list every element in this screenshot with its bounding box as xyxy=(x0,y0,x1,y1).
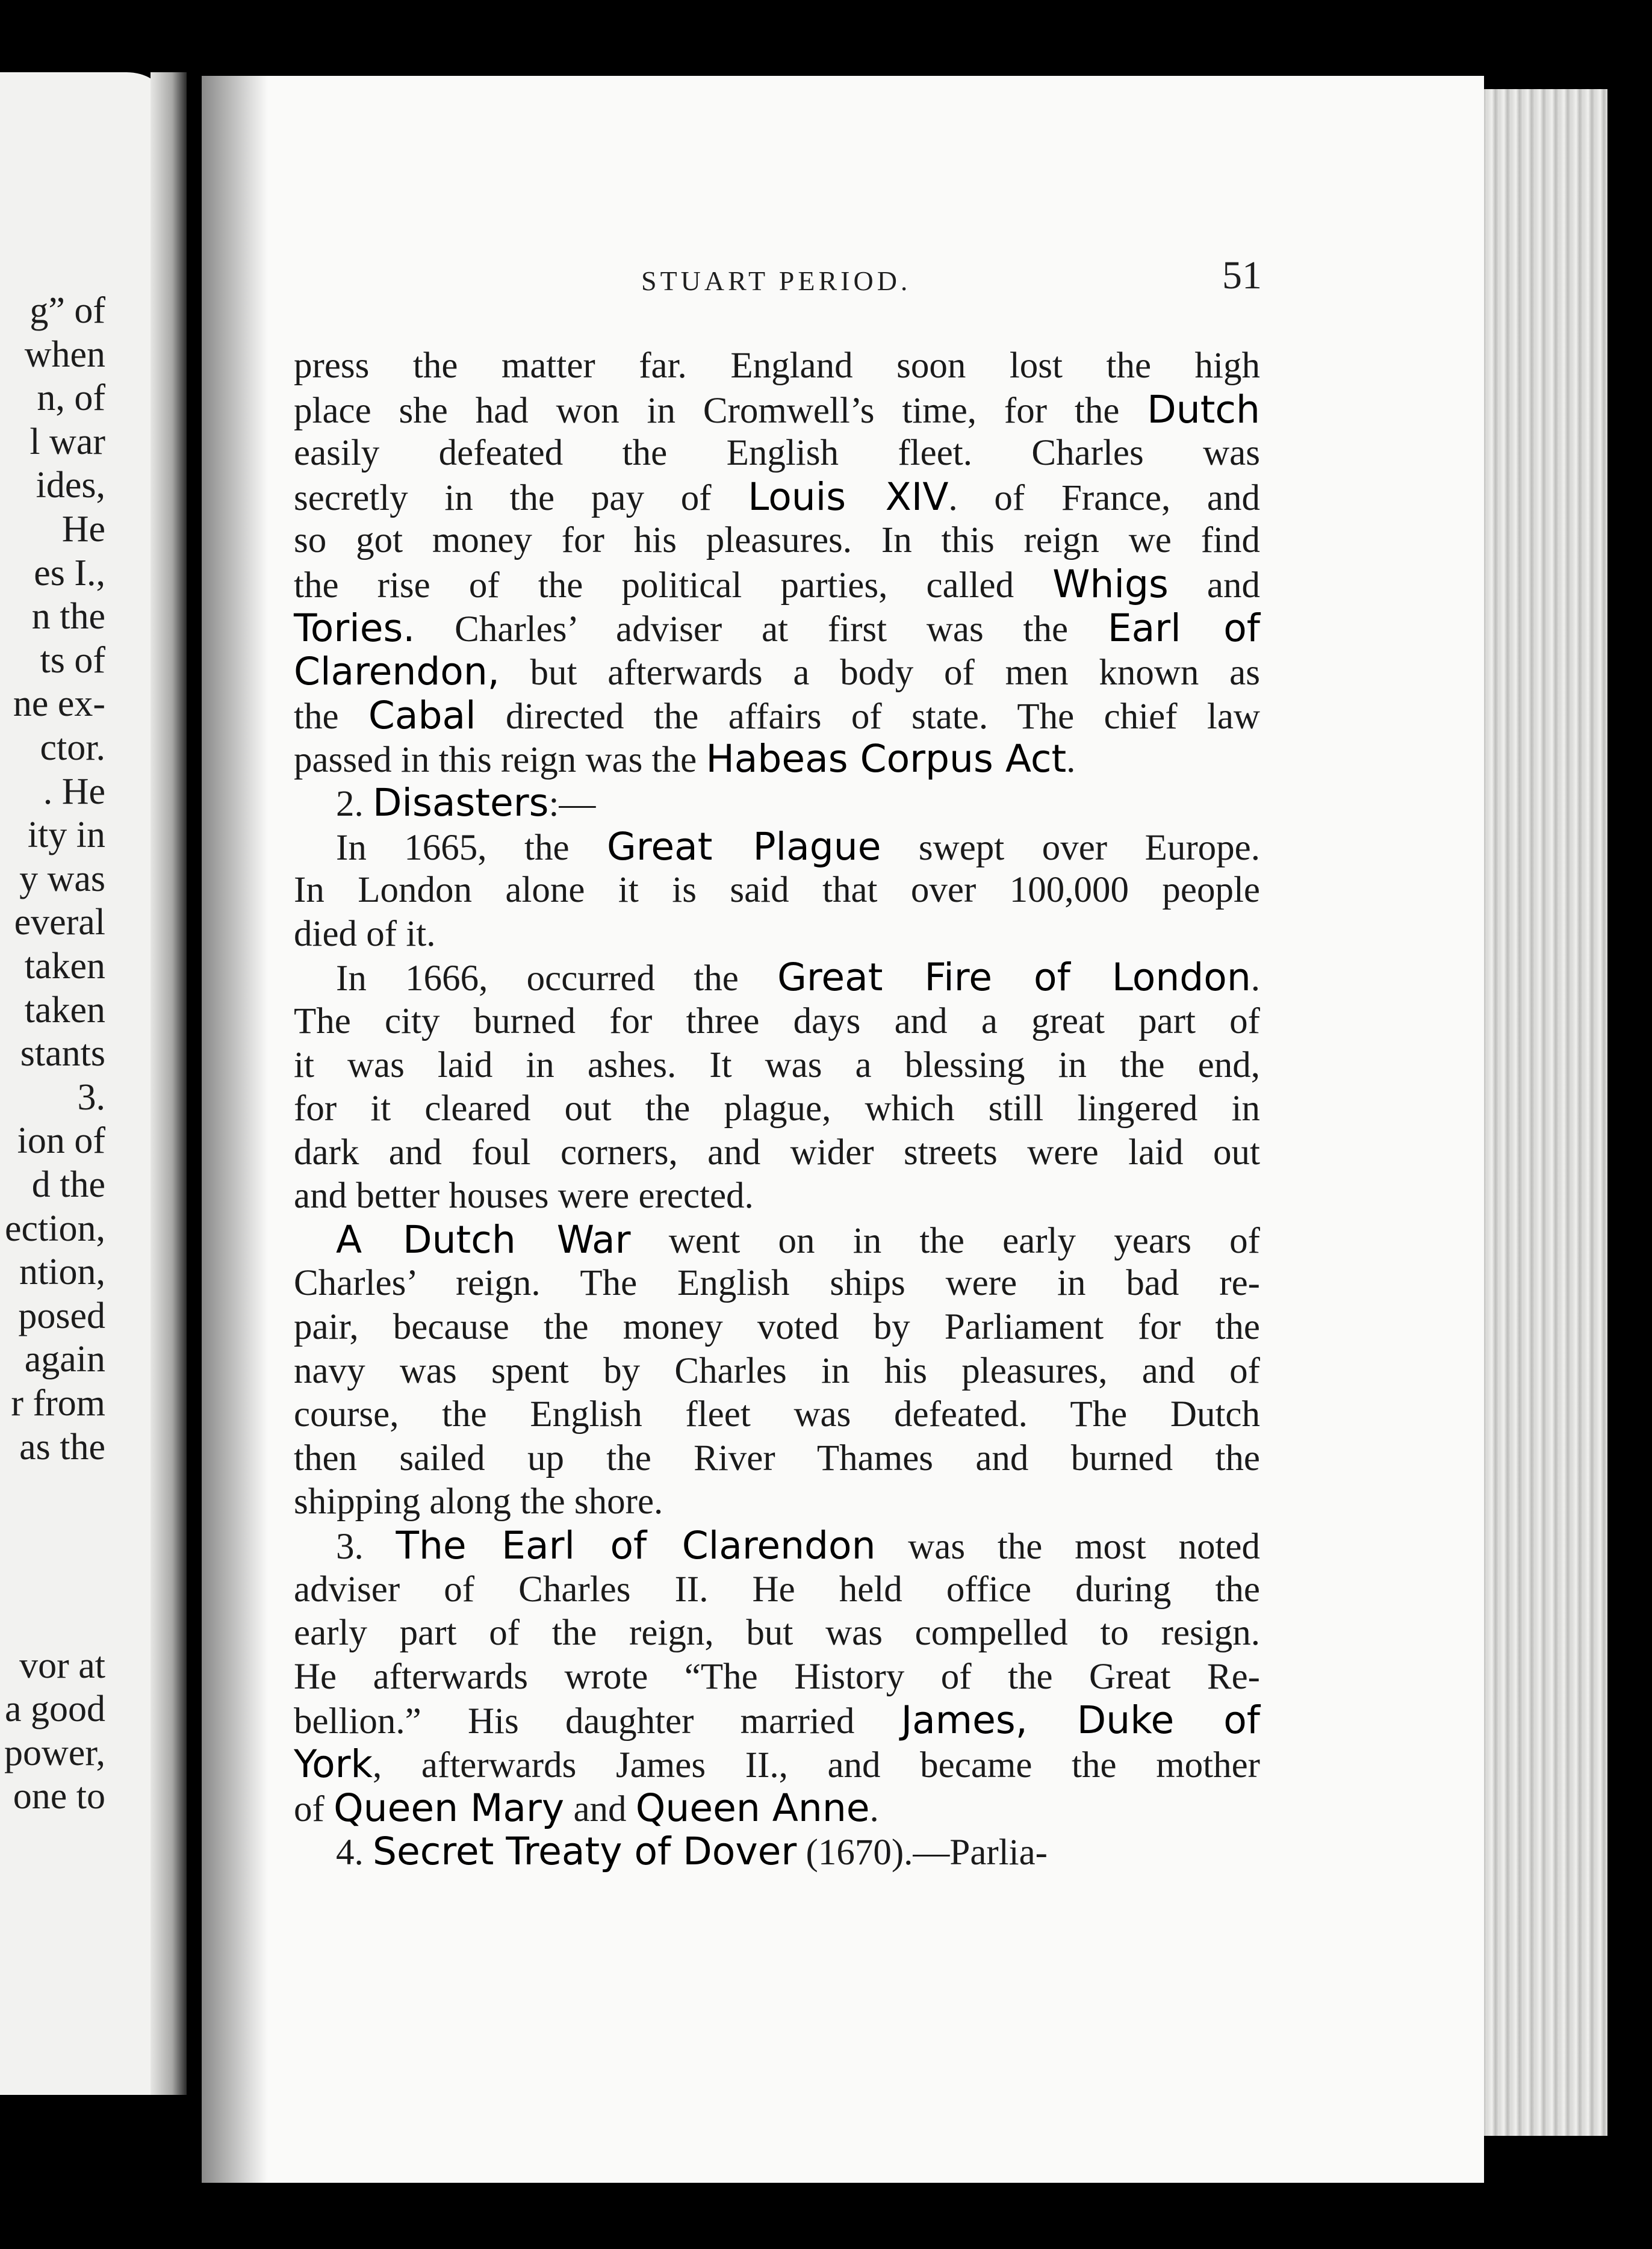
left-page-line: power, xyxy=(4,1732,105,1773)
text-run: shipping along the shore. xyxy=(294,1481,663,1522)
left-page-line: taken xyxy=(24,946,105,987)
text-run: and xyxy=(564,1788,636,1829)
text-run: , afterwards James II., and became the mother xyxy=(373,1745,1260,1785)
left-page-line: everal xyxy=(14,902,105,943)
text-run: . xyxy=(1066,740,1076,781)
text-run: went on in the early years of xyxy=(630,1220,1260,1261)
text-run: died of it. xyxy=(294,913,436,954)
text-run: The city burned for three days and a great part of xyxy=(294,1000,1260,1041)
text-run: it was laid in ashes. It was a blessing in the end, xyxy=(294,1044,1260,1085)
text-line xyxy=(294,1044,1260,1088)
text-line xyxy=(294,650,1260,694)
text-run: course, the English fleet was defeated. The Dutch xyxy=(294,1394,1260,1435)
book-gutter xyxy=(151,72,187,2095)
text-run: In 1666, occurred the xyxy=(336,958,778,999)
text-run: He afterwards wrote “The History of the Great Re- xyxy=(294,1656,1260,1697)
text-line xyxy=(294,913,1260,957)
text-line xyxy=(294,519,1260,563)
text-line xyxy=(294,1218,1260,1262)
bold-term: York xyxy=(294,1742,373,1786)
text-run: passed in this reign was the xyxy=(294,740,706,781)
text-run: (1670).—Parlia- xyxy=(796,1832,1048,1873)
text-line xyxy=(294,1699,1260,1743)
left-page xyxy=(0,72,163,2095)
bold-term: Earl of xyxy=(1107,606,1260,650)
text-line xyxy=(294,1350,1260,1394)
bold-term: James, Duke of xyxy=(901,1698,1260,1743)
bold-term: Habeas Corpus Act xyxy=(706,737,1067,781)
text-line xyxy=(294,1437,1260,1481)
text-run: and xyxy=(1168,565,1260,606)
text-line xyxy=(294,432,1260,476)
text-line xyxy=(294,1787,1260,1831)
text-run: place she had won in Cromwell’s time, for the xyxy=(294,390,1147,431)
text-line xyxy=(294,1480,1260,1524)
body-text xyxy=(294,344,1260,1874)
text-run: the xyxy=(294,696,368,737)
page-edges xyxy=(1463,89,1607,2136)
text-run: In London alone it is said that over 100,000 people xyxy=(294,870,1260,911)
text-line xyxy=(294,1393,1260,1437)
left-page-line: He xyxy=(61,509,105,550)
left-page-line: ntion, xyxy=(19,1252,105,1293)
page-number: 51 xyxy=(1222,253,1262,297)
text-run: Charles’ adviser at first was the xyxy=(415,609,1108,650)
bold-term: Louis XIV xyxy=(748,474,949,519)
text-run: dark and foul corners, and wider streets were laid out xyxy=(294,1132,1260,1173)
text-line xyxy=(294,694,1260,738)
bold-term: A Dutch War xyxy=(336,1217,631,1262)
text-run: swept over Europe. xyxy=(881,827,1260,868)
bold-term: Great Plague xyxy=(607,824,881,869)
bold-term: Whigs xyxy=(1052,562,1169,606)
left-page-line: ion of xyxy=(17,1120,105,1162)
left-page-line: es I., xyxy=(34,552,105,594)
left-page-line: ides, xyxy=(36,465,105,506)
left-page-line: when xyxy=(24,333,105,375)
text-run: Charles’ reign. The English ships were in bad re- xyxy=(294,1263,1260,1304)
left-page-line: ne ex- xyxy=(13,683,105,725)
bold-term: Tories. xyxy=(294,606,415,650)
left-page-line: taken xyxy=(24,989,105,1031)
text-run: press the matter far. England soon lost the high xyxy=(294,346,1260,386)
text-run: early part of the reign, but was compelled to resign. xyxy=(294,1613,1260,1654)
text-run: and better houses were erected. xyxy=(294,1176,754,1217)
left-page-line: 3. xyxy=(77,1076,105,1118)
text-run: In 1665, the xyxy=(336,827,607,868)
left-page-line: stants xyxy=(20,1033,105,1075)
text-run: 3. xyxy=(336,1527,396,1568)
text-run: navy was spent by Charles in his pleasures, and of xyxy=(294,1350,1260,1391)
text-line xyxy=(294,1306,1260,1350)
text-line xyxy=(294,607,1260,651)
text-line xyxy=(294,956,1260,1000)
bold-term: Secret Treaty of Dover xyxy=(373,1829,797,1874)
text-run: of xyxy=(294,1788,334,1829)
left-page-line: ctor. xyxy=(40,727,105,768)
text-run: for it cleared out the plague, which still lingered in xyxy=(294,1088,1260,1129)
bold-term: Queen Anne xyxy=(635,1785,870,1830)
text-run: :— xyxy=(548,783,596,824)
text-run: adviser of Charles II. He held office during the xyxy=(294,1569,1260,1610)
text-run: directed the affairs of state. The chief law xyxy=(476,696,1260,737)
left-page-text-column xyxy=(0,72,105,2095)
left-page-line: posed xyxy=(18,1295,105,1336)
text-line xyxy=(294,1655,1260,1699)
text-line xyxy=(294,1174,1260,1218)
text-run: . xyxy=(869,1788,879,1829)
text-line xyxy=(294,825,1260,869)
text-run: the rise of the political parties, called xyxy=(294,565,1053,606)
left-page-line: again xyxy=(24,1339,105,1380)
left-page-line: a good xyxy=(4,1689,105,1730)
bold-term: Queen Mary xyxy=(334,1785,565,1830)
text-run: 2. xyxy=(336,783,373,824)
left-page-line: . He xyxy=(43,771,105,812)
text-run: . of France, and xyxy=(948,477,1261,518)
text-line xyxy=(294,737,1260,781)
text-run: but afterwards a body of men known as xyxy=(499,653,1260,693)
left-page-line: r from xyxy=(11,1383,105,1424)
text-run: easily defeated the English fleet. Charles was xyxy=(294,433,1260,474)
left-page-line: ts of xyxy=(40,639,105,681)
text-line xyxy=(294,1612,1260,1655)
left-page-line: l war xyxy=(30,421,105,462)
bold-term: The Earl of Clarendon xyxy=(396,1524,876,1568)
text-run: bellion.” His daughter married xyxy=(294,1701,901,1742)
text-line xyxy=(294,1743,1260,1787)
text-line xyxy=(294,1000,1260,1044)
left-page-line: one to xyxy=(13,1776,105,1817)
bold-term: Clarendon, xyxy=(294,650,500,694)
left-page-line: d the xyxy=(31,1164,105,1205)
text-run: . xyxy=(1250,958,1260,999)
text-line xyxy=(294,1524,1260,1568)
left-page-line: y was xyxy=(19,858,105,899)
text-line xyxy=(294,781,1260,825)
bold-term: Great Fire of London xyxy=(777,955,1251,1000)
text-run: 4. xyxy=(336,1832,373,1873)
left-page-line: n the xyxy=(31,596,105,637)
left-page-line: ection, xyxy=(5,1208,105,1249)
text-line xyxy=(294,476,1260,520)
text-line xyxy=(294,1568,1260,1612)
bold-term: Dutch xyxy=(1147,387,1260,432)
text-line xyxy=(294,869,1260,913)
text-run: pair, because the money voted by Parliament for the xyxy=(294,1307,1260,1348)
text-run: so got money for his pleasures. In this reign we find xyxy=(294,520,1260,561)
text-run: then sailed up the River Thames and burned the xyxy=(294,1438,1260,1478)
text-line xyxy=(294,1830,1260,1874)
left-page-line: g” of xyxy=(30,290,105,331)
text-line xyxy=(294,1262,1260,1306)
text-line xyxy=(294,1087,1260,1131)
text-run: was the most noted xyxy=(875,1527,1261,1568)
text-line xyxy=(294,388,1260,432)
left-page-line: n, of xyxy=(37,377,105,419)
gutter-shadow xyxy=(202,76,268,2183)
left-page-line: as the xyxy=(19,1426,105,1468)
left-page-line: ity in xyxy=(27,814,105,856)
bold-term: Cabal xyxy=(368,693,476,737)
running-header: STUART PERIOD. xyxy=(641,265,911,296)
bold-term: Disasters xyxy=(373,780,549,825)
left-page-line: vor at xyxy=(19,1645,105,1686)
text-line xyxy=(294,563,1260,607)
text-line xyxy=(294,344,1260,388)
text-run: secretly in the pay of xyxy=(294,477,748,518)
text-line xyxy=(294,1131,1260,1175)
